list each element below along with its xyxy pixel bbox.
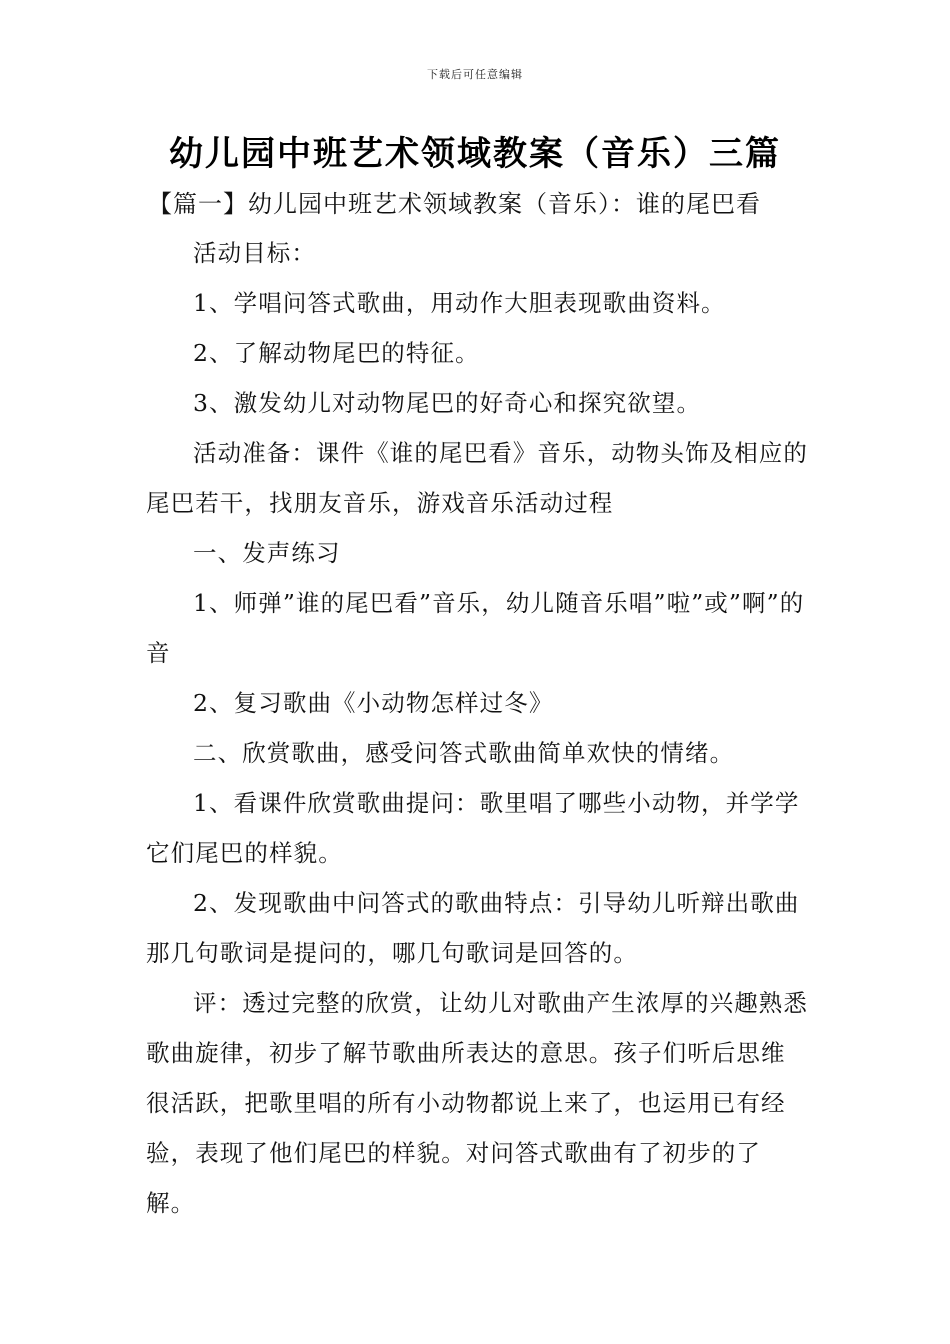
document-title: 幼儿园中班艺术领域教案（音乐）三篇 — [169, 134, 781, 174]
document-body — [146, 228, 810, 1228]
paragraph-goal-3: 3、激发幼儿对动物尾巴的好奇心和探究欲望。 — [193, 389, 702, 417]
paragraph-activity-preparation: 活动准备：课件《谁的尾巴看》音乐，动物头饰及相应的尾巴若干，找朋友音乐，游戏音乐活动过程 — [146, 439, 808, 517]
paragraph-appreciation: 二、欣赏歌曲，感受问答式歌曲简单欢快的情绪。 — [193, 739, 735, 767]
header-note: 下载后可任意编辑 — [427, 68, 523, 81]
paragraph-appreciation-1: 1、看课件欣赏歌曲提问：歌里唱了哪些小动物，并学学它们尾巴的样貌。 — [146, 789, 800, 867]
paragraph-appreciation-2: 2、发现歌曲中问答式的歌曲特点：引导幼儿听辩出歌曲那几句歌词是提问的，哪几句歌词是回答的。 — [146, 889, 800, 967]
paragraph-goal-2: 2、了解动物尾巴的特征。 — [193, 339, 480, 367]
paragraph-comment: 评：透过完整的欣赏，让幼儿对歌曲产生浓厚的兴趣熟悉歌曲旋律，初步了解节歌曲所表达的意思。孩子们听后思维很活跃，把歌里唱的所有小动物都说上来了，也运用已有经验，表现了他们尾巴的样貌。对问答式歌曲有了初步的了解。 — [146, 989, 808, 1217]
paragraph-step-1: 1、师弹”谁的尾巴看”音乐，幼儿随音乐唱”啦”或”啊”的音 — [146, 589, 805, 667]
paragraph-activity-goals: 活动目标： — [193, 239, 316, 267]
section-heading: 【篇一】幼儿园中班艺术领域教案（音乐）：谁的尾巴看 — [148, 190, 761, 218]
paragraph-step-2: 2、复习歌曲《小动物怎样过冬》 — [193, 689, 554, 717]
paragraph-goal-1: 1、学唱问答式歌曲，用动作大胆表现歌曲资料。 — [193, 289, 726, 317]
paragraph-vocal-practice: 一、发声练习 — [193, 539, 341, 567]
